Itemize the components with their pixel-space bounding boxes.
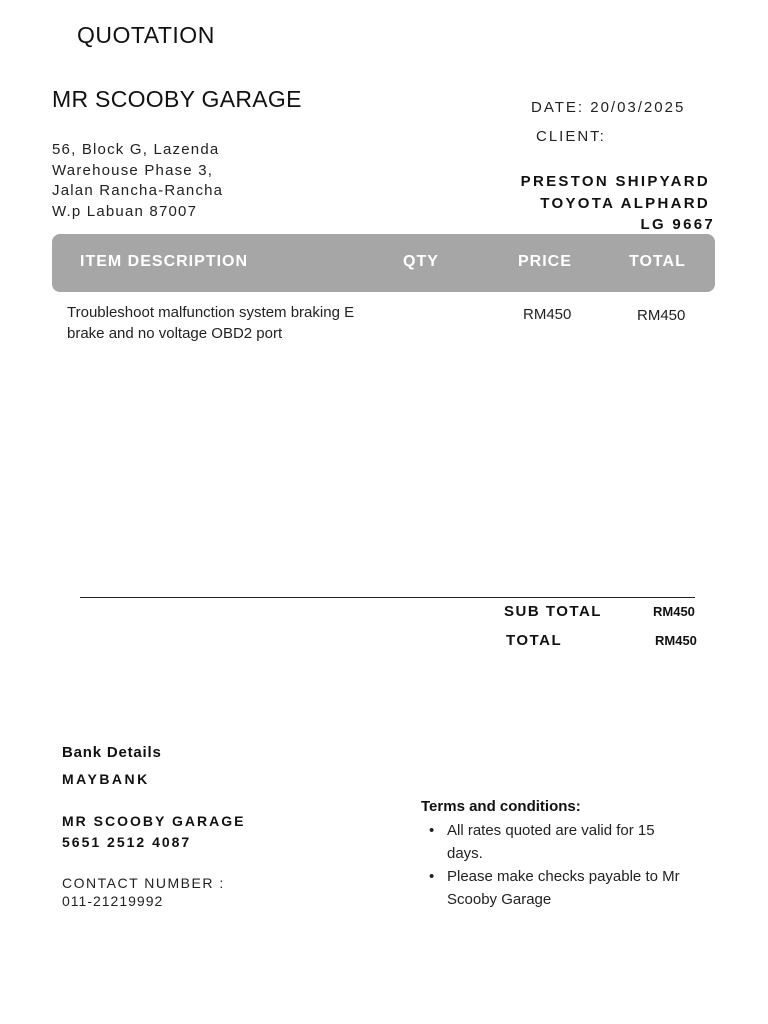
subtotal-label: SUB TOTAL: [504, 603, 602, 620]
client-plate-number: LG 9667: [640, 216, 715, 233]
address-line: W.p Labuan 87007: [52, 202, 198, 220]
client-label: CLIENT:: [536, 128, 606, 145]
items-table-header: [52, 234, 715, 292]
quotation-date: DATE: 20/03/2025: [531, 99, 686, 116]
client-vehicle: TOYOTA ALPHARD: [540, 194, 710, 212]
terms-item-text: All rates quoted are valid for 15 days.: [447, 822, 655, 862]
terms-list: [421, 819, 691, 911]
column-header-price: PRICE: [518, 253, 572, 270]
terms-item-text: Please make checks payable to Mr Scooby Garage: [447, 868, 680, 908]
bullet-icon: •: [429, 868, 435, 885]
bank-details-heading: Bank Details: [62, 744, 162, 761]
total-label: TOTAL: [506, 632, 563, 649]
account-name: MR SCOOBY GARAGE: [62, 813, 246, 829]
bank-name: MAYBANK: [62, 771, 150, 787]
terms-heading: Terms and conditions:: [421, 798, 581, 815]
terms-item: [421, 819, 691, 865]
subtotal-value: RM450: [653, 604, 695, 619]
address-line: 56, Block G, Lazenda: [52, 141, 220, 158]
item-description: Troubleshoot malfunction system braking E brake and no voltage OBD2 port: [67, 304, 355, 342]
item-total: RM450: [637, 307, 686, 324]
column-header-total: TOTAL: [629, 253, 686, 270]
client-details: [520, 171, 715, 236]
address-line: Jalan Rancha-Rancha: [52, 182, 224, 199]
client-name: PRESTON SHIPYARD: [520, 173, 710, 190]
summary-divider: [80, 597, 695, 598]
column-header-description: ITEM DESCRIPTION: [80, 253, 249, 270]
company-address: [52, 140, 223, 222]
company-name: MR SCOOBY GARAGE: [52, 86, 302, 112]
column-header-qty: QTY: [403, 253, 439, 270]
bullet-icon: •: [429, 822, 435, 839]
document-title: QUOTATION: [77, 22, 215, 48]
contact-number-label: CONTACT NUMBER :: [62, 875, 225, 891]
total-value: RM450: [655, 633, 697, 648]
contact-number-value: 011-21219992: [62, 893, 164, 909]
address-line: Warehouse Phase 3,: [52, 161, 214, 179]
item-price: RM450: [523, 306, 572, 323]
account-number: 5651 2512 4087: [62, 834, 192, 850]
terms-item: [421, 865, 691, 911]
